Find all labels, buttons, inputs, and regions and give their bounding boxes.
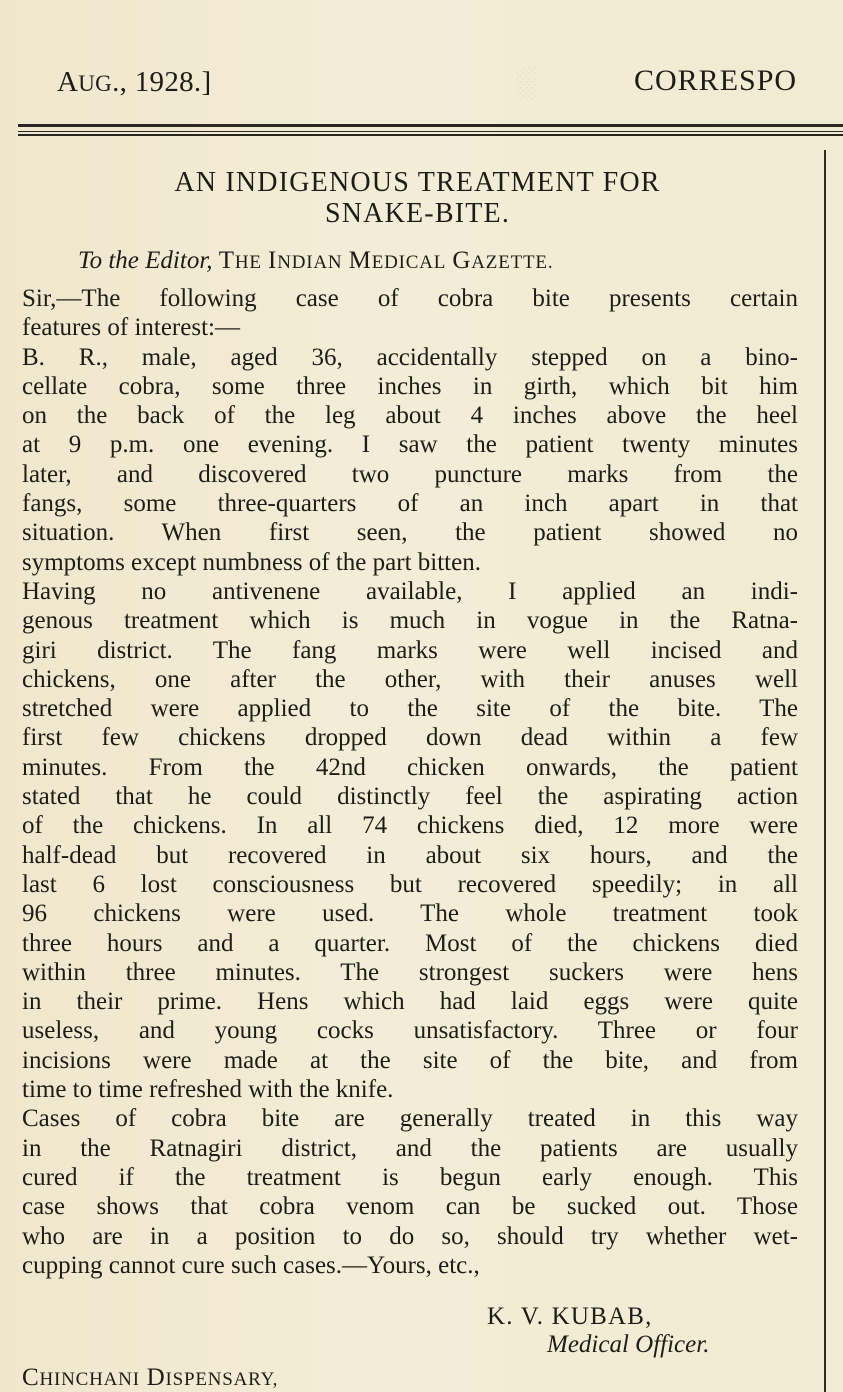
header-rule-lower [18, 134, 843, 136]
text-line: who are in a position to do so, should try whether wet- [22, 1222, 798, 1250]
text-line: cupping cannot cure such cases.—Yours, etc., [22, 1251, 480, 1279]
text-line: on the back of the leg about 4 inches above the heel [22, 402, 798, 430]
bleed-through-text: ░ [515, 66, 539, 99]
text-line: first few chickens dropped down dead within a few [22, 724, 798, 752]
to-the-editor: To the Editor, [78, 247, 213, 274]
text-line: minutes. From the 42nd chicken onwards, the patient [22, 753, 798, 781]
column-divider [824, 150, 826, 1392]
salutation-heading [78, 247, 553, 275]
letter-body [22, 284, 798, 1280]
text-line: stretched were applied to the site of the bite. The [22, 695, 798, 723]
text-line: 96 chickens were used. The whole treatment took [22, 900, 798, 928]
text-line: last 6 lost consciousness but recovered speedily; in all [22, 870, 798, 898]
text-line: cured if the treatment is begun early enough. This [22, 1163, 798, 1191]
text-line: incisions were made at the site of the bite, and from [22, 1046, 798, 1074]
signature-title: Medical Officer. [547, 1331, 710, 1358]
text-line: Sir,—The following case of cobra bite presents certain [22, 285, 798, 312]
text-line: three hours and a quarter. Most of the chickens died [22, 929, 798, 957]
text-line: situation. When first seen, the patient showed no [22, 519, 798, 547]
dispensary-address: CHINCHANI DISPENSARY, [22, 1364, 279, 1391]
text-line: chickens, one after the other, with their anuses well [22, 665, 798, 693]
text-line: symptoms except numbness of the part bitten. [22, 548, 481, 576]
journal-name: THE INDIAN MEDICAL GAZETTE. [218, 247, 554, 274]
text-line: in the Ratnagiri district, and the patients are usually [22, 1134, 798, 1162]
text-line: cellate cobra, some three inches in girth, which bit him [22, 372, 798, 400]
text-line: Cases of cobra bite are generally treated in this way [22, 1105, 798, 1133]
text-line: at 9 p.m. one evening. I saw the patient twenty minutes [22, 431, 798, 459]
text-line: time to time refreshed with the knife. [22, 1076, 394, 1104]
header-rule [18, 124, 843, 127]
text-line: genous treatment which is much in vogue in the Ratna- [22, 607, 798, 635]
text-line: later, and discovered two puncture marks from the [22, 460, 798, 488]
text-line: stated that he could distinctly feel the aspirating action [22, 783, 798, 811]
text-line: in their prime. Hens which had laid eggs were quite [22, 988, 798, 1016]
text-line: giri district. The fang marks were well incised and [22, 636, 798, 664]
signature-name: K. V. KUBAB, [487, 1303, 653, 1330]
running-head-section: CORRESPO [634, 64, 798, 97]
text-line: B. R., male, aged 36, accidentally stepped on a bino- [22, 343, 798, 371]
text-line: features of interest:— [22, 314, 240, 342]
text-line: within three minutes. The strongest suckers were hens [22, 958, 798, 986]
running-head-date: AUG., 1928.] [57, 66, 212, 98]
text-line: half-dead but recovered in about six hours, and the [22, 841, 798, 869]
text-line: case shows that cobra venom can be sucked out. Those [22, 1193, 798, 1221]
text-line: useless, and young cocks unsatisfactory. Three or four [22, 1017, 798, 1045]
text-line: of the chickens. In all 74 chickens died, 12 more were [22, 812, 798, 840]
article-title: AN INDIGENOUS TREATMENT FOR [174, 167, 661, 198]
text-line: fangs, some three-quarters of an inch apart in that [22, 490, 798, 518]
text-line: Having no antivenene available, I applied an indi- [22, 577, 798, 605]
article-title-line-2: SNAKE-BITE. [324, 198, 511, 229]
header-rule-thin [18, 131, 843, 132]
